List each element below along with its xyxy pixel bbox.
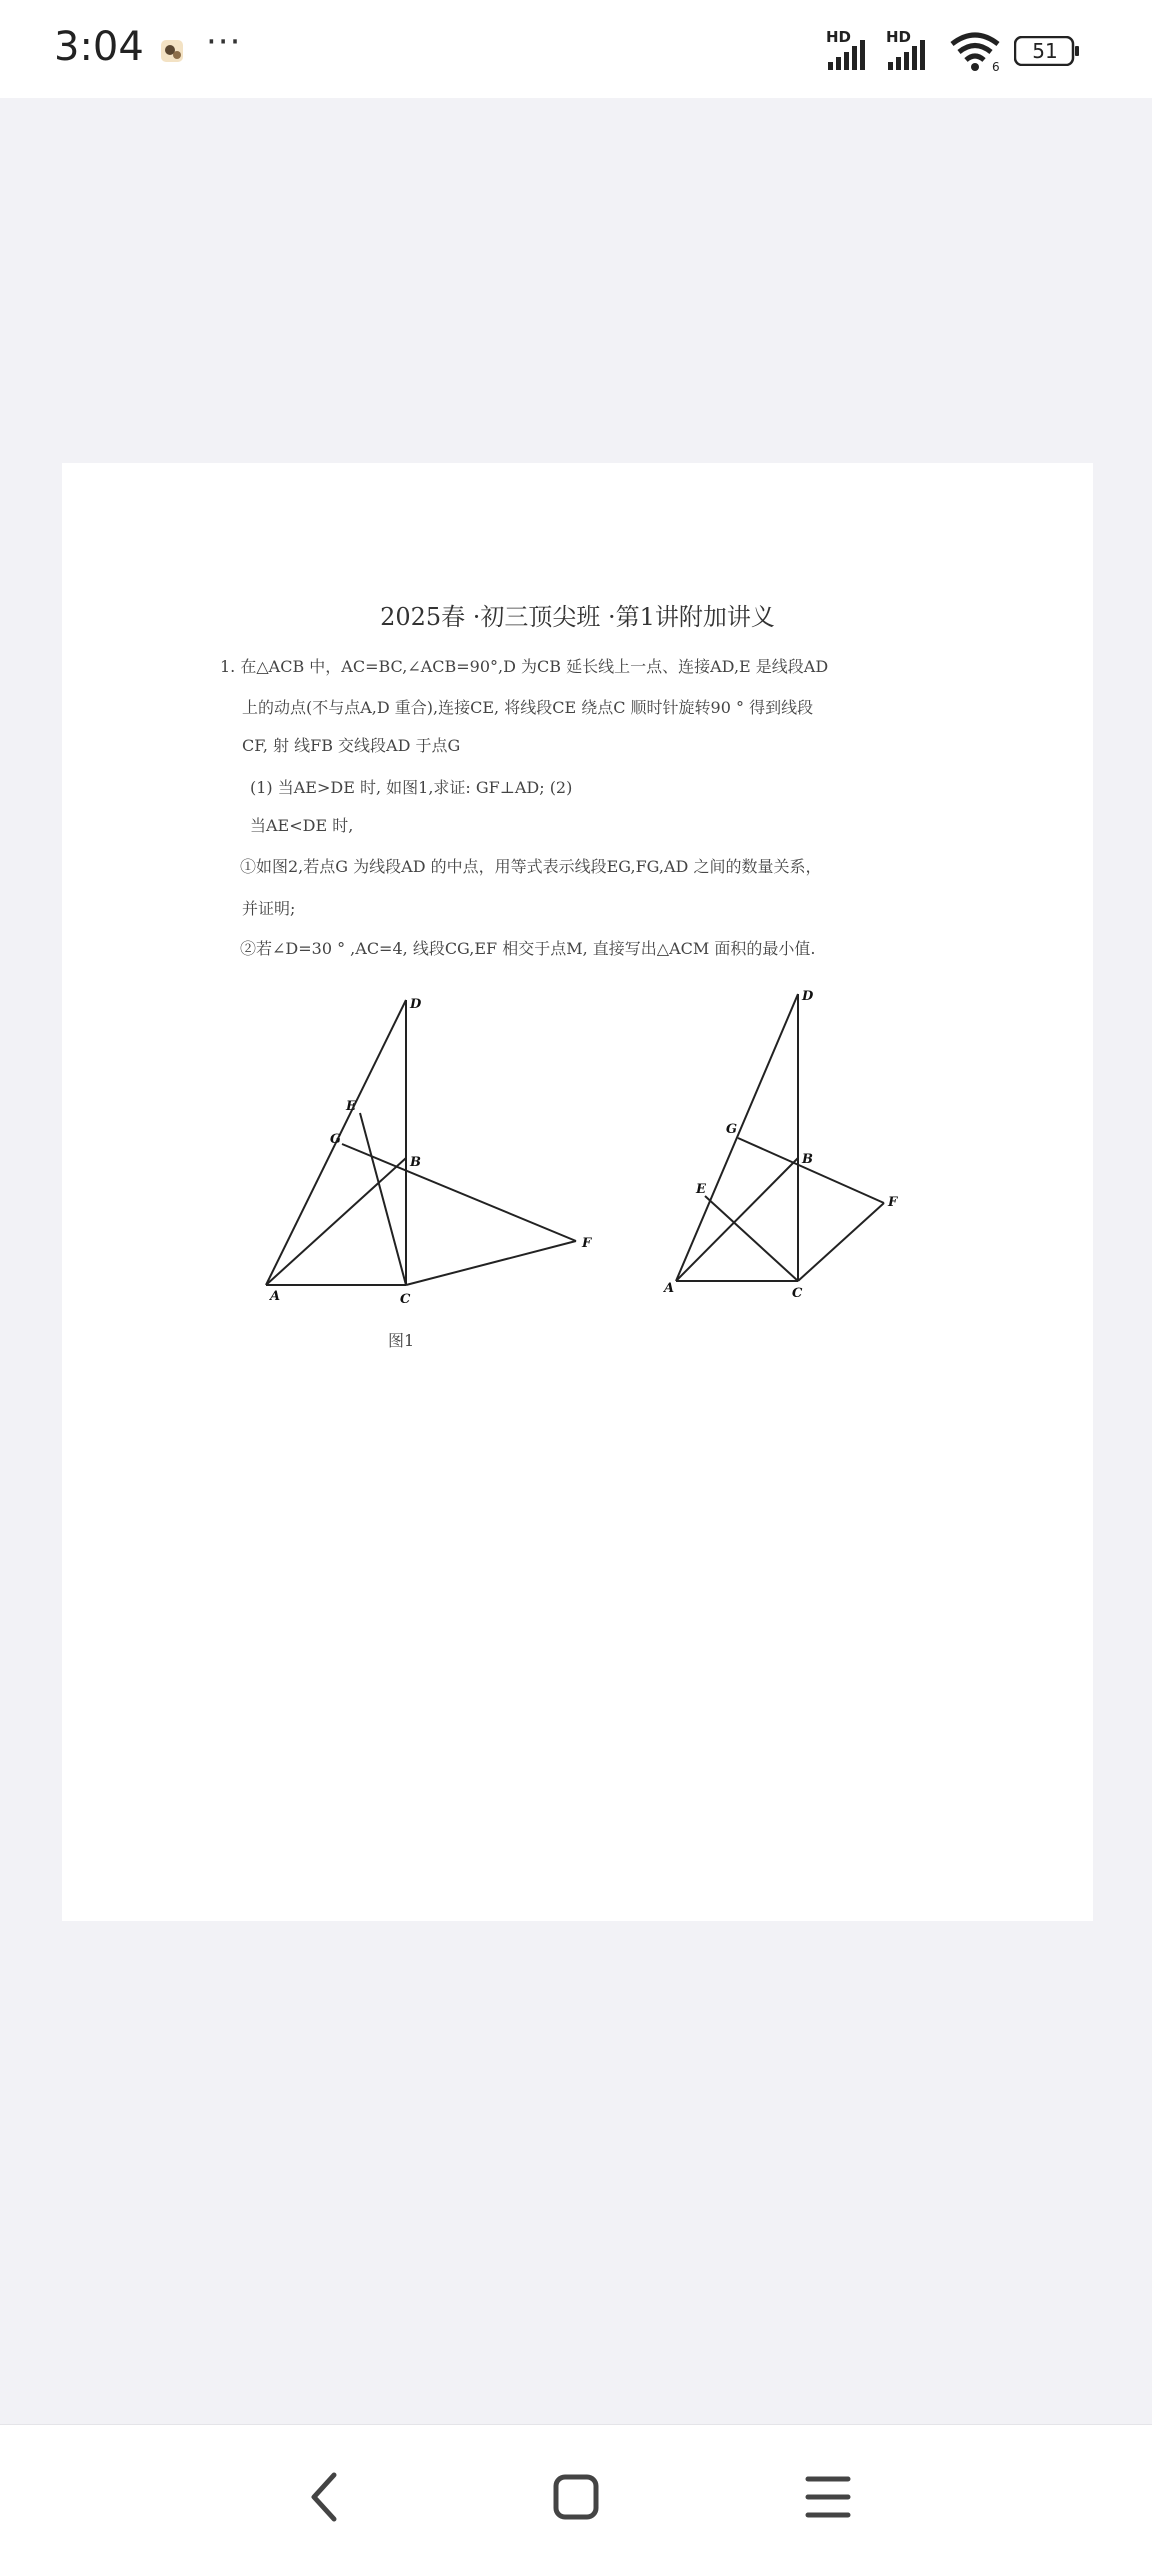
fig2-label-f: F xyxy=(888,1195,898,1210)
home-icon[interactable] xyxy=(536,2457,616,2537)
back-icon[interactable] xyxy=(286,2457,366,2537)
problem-line-2: 上的动点(不与点A,D 重合),连接CE, 将线段CE 绕点C 顺时针旋转90 ° 得到线段 xyxy=(242,698,814,717)
signal-icon-2: HD xyxy=(886,30,940,72)
fig1-label-a: A xyxy=(270,1289,281,1304)
problem-part-2: 当AE<DE 时, xyxy=(250,816,354,835)
wifi-icon xyxy=(948,30,1002,72)
problem-line-1: 1. 在△ACB 中，AC=BC,∠ACB=90°,D 为CB 延长线上一点、连接AD,E 是线段AD xyxy=(220,657,829,676)
status-bar xyxy=(0,0,1152,98)
problem-part-1: (1) 当AE>DE 时, 如图1,求证: GF⊥AD; (2) xyxy=(250,778,573,797)
fig2-label-b: B xyxy=(802,1152,813,1167)
menu-icon[interactable] xyxy=(788,2457,868,2537)
fig1-label-e: E xyxy=(346,1099,356,1114)
document-page xyxy=(62,463,1093,1921)
problem-subpart-2: ②若∠D=30 ° ,AC=4, 线段CG,EF 相交于点M, 直接写出△ACM 面积的最小值. xyxy=(240,939,816,958)
fig1-label-b: B xyxy=(410,1155,421,1170)
fig2-label-c: C xyxy=(792,1286,803,1301)
problem-subpart-1: ①如图2,若点G 为线段AD 的中点，用等式表示线段EG,FG,AD 之间的数量关系， xyxy=(240,857,822,876)
fig1-label-c: C xyxy=(400,1292,411,1307)
signal-icon: HD xyxy=(826,30,880,72)
more-notifications-indicator: ··· xyxy=(206,22,242,62)
fig2-label-a: A xyxy=(664,1281,675,1296)
document-title: 2025春 ·初三顶尖班 ·第1讲附加讲义 xyxy=(380,603,775,631)
fig1-label-g: G xyxy=(330,1132,342,1147)
figure-1-caption: 图1 xyxy=(388,1331,415,1350)
figure-labels xyxy=(62,463,1093,1921)
fig1-label-d: D xyxy=(410,997,422,1012)
svg-text:6: 6 xyxy=(992,60,1000,72)
problem-line-3: CF, 射 线FB 交线段AD 于点G xyxy=(242,736,461,755)
fig1-label-f: F xyxy=(582,1236,592,1251)
notification-app-icon xyxy=(160,38,186,64)
problem-subpart-1-cont: 并证明; xyxy=(242,899,296,918)
battery-level: 51 xyxy=(1032,39,1058,63)
status-time: 3:04 xyxy=(54,24,144,70)
navigation-bar xyxy=(0,2424,1152,2561)
fig2-label-g: G xyxy=(726,1122,738,1137)
fig2-label-d: D xyxy=(802,989,814,1004)
fig2-label-e: E xyxy=(696,1182,706,1197)
